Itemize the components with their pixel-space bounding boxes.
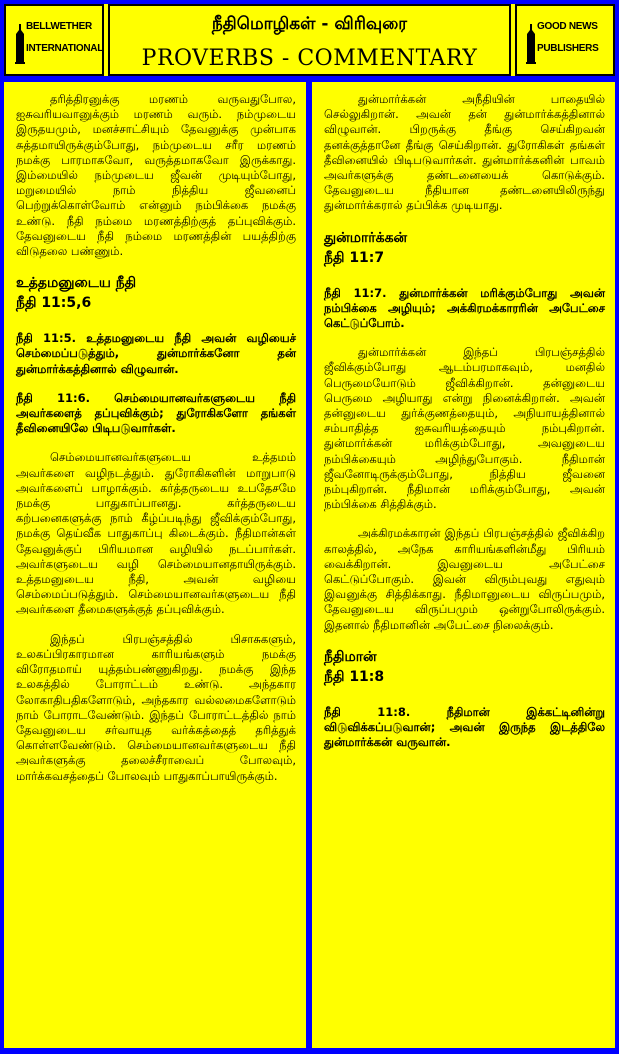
right-heading-2-reference: நீதி 11:8 <box>324 668 385 685</box>
left-heading-reference: நீதி 11:5,6 <box>16 295 92 312</box>
left-heading-title: உத்தமனுடைய நீதி <box>16 275 137 292</box>
right-paragraph-3: அக்கிரமக்காரன் இந்தப் பிரபஞ்சத்தில் ஜீவிக்கிற காலத்தில், அநேக காரியங்களின்மீது பிரியம் வைக்கிறான். இவனுடைய அபேட்சை கெட்டுப்போகும். இவன் விரும்புவது எதுவும் இவனுக்கு சித்திக்காது. நீதிமானுடைய விருப்பமும், தேவனுடைய விருப்பமும் ஒன்றுபோலிருக்கும். இதனால் நீதிமானின் அபேட்சை நிலைக்கும். <box>324 526 605 632</box>
title-english: PROVERBS - COMMENTARY <box>141 46 478 71</box>
bellwether-logo-line1: BELLWETHER <box>26 21 92 32</box>
title-box <box>108 4 511 76</box>
left-verse-2: நீதி 11:6. செம்மையானவர்களுடைய நீதி அவர்களைத் தப்புவிக்கும்; துரோகிகளோ தங்கள் தீவினையிலே பிடிபடுவார்கள். <box>16 390 296 436</box>
good-news-logo-line2: PUBLISHERS <box>537 43 599 54</box>
left-column <box>4 82 306 1048</box>
right-heading-1-reference: நீதி 11:7 <box>324 249 385 266</box>
right-column <box>312 82 615 1048</box>
left-section-heading <box>16 273 296 313</box>
right-heading-2-title: நீதிமான் <box>324 648 377 665</box>
left-paragraph-3: இந்தப் பிரபஞ்சத்தில் பிசாசுகளும், உலகப்பிரகாரமான காரியங்களும் நமக்கு விரோதமாய் யுத்தம்பண்ணுகிறது. நமக்கு இந்த உலகத்தில் போராட்டம் உண்டு. அந்தகார லோகாதிபதிகளோடும், அந்தகார வல்லமைகளோடும் நாம் போராடவேண்டும். இந்தப் போராட்டத்தில் நாம் தேவனுடைய சர்வாயுத வர்க்கத்தைத் தரித்துக் கொள்ளவேண்டும். செம்மையானவர்களுடைய நீதி அவர்களுக்கு தலைச்சீராவைப் போலவும், மார்க்கவசத்தைப் போலவும் பாதுகாப்பாயிருக்கும். <box>16 631 296 783</box>
header <box>4 4 615 76</box>
right-paragraph-2: துன்மார்க்கன் இந்தப் பிரபஞ்சத்தில் ஜீவிக்கும்போது ஆடம்பரமாகவும், மனதில் பெருமையோடும் ஜீவிக்கிறான். தன்னுடைய பெருமை அழியாது என்று நினைக்கிறான். அவன் தன்னுடைய துர்க்குணத்தையும், அநியாயத்தினால் சம்பாதித்த ஐசுவரியத்தையும் நம்புகிறான். துன்மார்க்கன் மரிக்கும்போது, அவனுடைய நம்பிக்கையும் அழிந்துபோகும். நீதிமான் ஜீவனோடிருக்கும்போது, நித்திய ஜீவனை நம்புகிறான். நீதிமான் மரிக்கும்போது, அவன் நம்பிக்கை சித்திக்கும். <box>324 345 605 512</box>
bellwether-logo-line2: INTERNATIONAL <box>26 43 104 54</box>
left-paragraph-1: தரித்திரனுக்கு மரணம் வருவதுபோல, ஐசுவரியவானுக்கும் மரணம் வரும். நம்முடைய இருதயமும், மனச்சாட்சியும் தேவனுக்கு முன்பாக சுத்தமாயிருக்கும்போது, நம்முடைய சரீர மரணம் நமக்கு பாரமாகவோ, வருத்தமாகவோ இருக்காது. இம்மையில் நம்முடைய ஜீவன் முடியும்போது, மறுமையில் நாம் நித்திய ஜீவனைப் பெற்றுக்கொள்வோம் என்னும் நம்பிக்கை நமக்கு உண்டு. நீதி நம்மை மரணத்திற்குத் தப்புவிக்கும். தேவனுடைய நீதி நம்மை மரணத்தின் பயத்திற்கு விடுதலை பண்ணும். <box>16 92 296 259</box>
right-section-heading-1 <box>324 228 605 268</box>
right-verse-1: நீதி 11:7. துன்மார்க்கன் மரிக்கும்போது அவன் நம்பிக்கை அழியும்; அக்கிரமக்காரரின் அபேட்சை கெட்டுப்போம். <box>324 285 605 331</box>
right-verse-2: நீதி 11:8. நீதிமான் இக்கட்டினின்று விடுவிக்கப்படுவான்; அவன் இருந்த இடத்திலே துன்மார்க்கன் வருவான். <box>324 704 605 750</box>
right-heading-1-title: துன்மார்க்கன் <box>324 229 408 246</box>
right-section-heading-2 <box>324 647 605 687</box>
left-verse-1: நீதி 11:5. உத்தமனுடைய நீதி அவன் வழியைச் செம்மைப்படுத்தும், துன்மார்க்கனோ தன் துன்மார்க்கத்தினால் விழுவான். <box>16 331 296 376</box>
title-tamil: நீதிமொழிகள் - விரிவுரை <box>211 14 408 34</box>
good-news-logo-line1: GOOD NEWS <box>537 21 598 32</box>
bellwether-logo <box>4 4 104 76</box>
left-paragraph-2: செம்மையானவர்களுடைய உத்தமம் அவர்களை வழிநடத்தும். துரோகிகளின் மாறுபாடு அவர்களைப் பாழாக்கும். கர்த்தருடைய உபதேசமே நமக்கு பாதுகாப்பானது. கர்த்தருடைய கற்பனைகளுக்கு நாம் கீழ்ப்படிந்து ஜீவிக்கும்போது, நமக்கு தெய்வீக பாதுகாப்பு கிடைக்கும். நீதிமான்கள் தேவனுக்குப் பிரியமான வழியில் நடப்பார்கள். அவர்களுடைய வழி செம்மையானதாயிருக்கும். உத்தமனுடைய நீதி, அவன் வழியை செம்மைப்படுத்தும். செம்மையானவர்களுடைய நீதி அவர்களை தீமைகளுக்குத் தப்புவிக்கும். <box>16 450 296 617</box>
good-news-logo <box>515 4 615 76</box>
right-paragraph-1: துன்மார்க்கன் அநீதியின் பாதையில் செல்லுகிறான். அவன் தன் துன்மார்க்கத்தினால் விழுவான். பிறருக்கு தீங்கு செய்கிறவன் தனக்குத்தானே தீங்கு செய்கிறான். துரோகிகள் தங்கள் தீவினையில் பிடிபடுவார்கள். துன்மார்க்கனின் பாவம் அவர்களுக்கு தண்டனையைக் கொடுக்கும். தேவனுடைய நீதியான தண்டனையிலிருந்து துன்மார்க்கரால் தப்பிக்க முடியாது. <box>324 92 605 213</box>
